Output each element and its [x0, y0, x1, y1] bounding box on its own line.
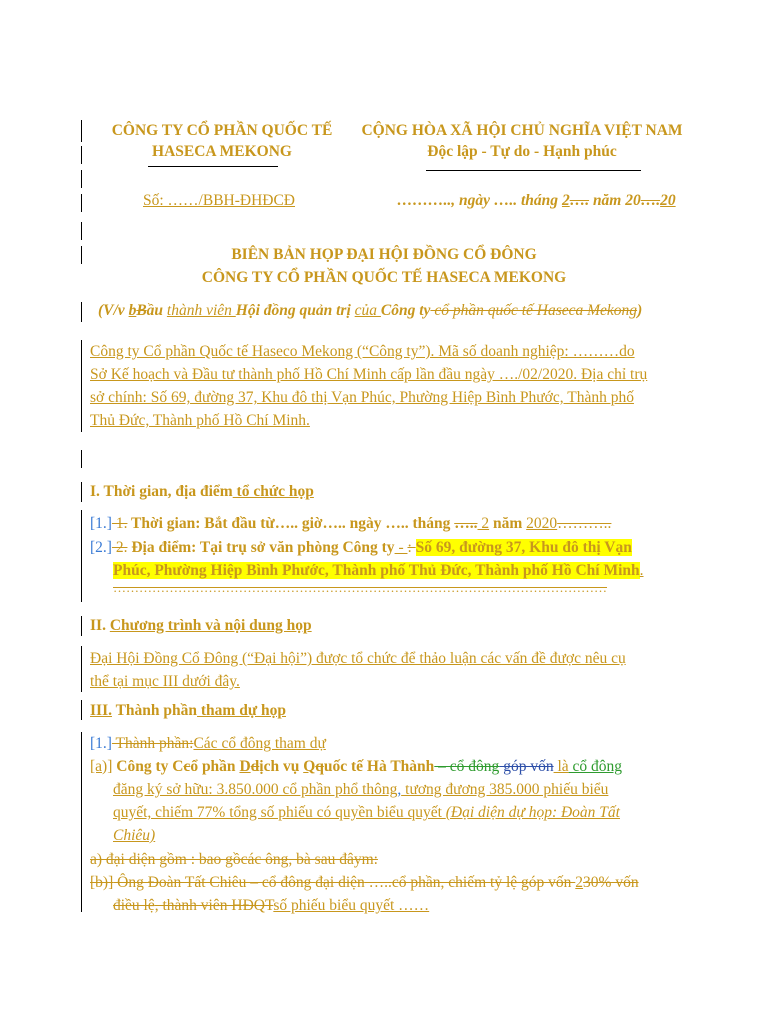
item-line [113, 778, 678, 801]
date-deleted: …. [569, 192, 590, 209]
inserted-text: 2020 [526, 515, 558, 532]
change-bar [81, 646, 82, 692]
inserted-text: 2 [477, 515, 490, 532]
heading-insert: Chương trình và nội dung họp [109, 617, 312, 634]
deleted-text: – cổ đông [434, 758, 500, 775]
deleted-text: 2. [111, 539, 128, 556]
section-3-item-a [90, 755, 622, 778]
item-text: Thời gian: Bắt đầu từ….. giờ….. ngày ….. tháng [127, 515, 455, 532]
change-bar [81, 450, 82, 468]
deleted-text: đại diện [315, 874, 365, 891]
intro-line: Sở Kế hoạch và Đầu tư thành phố Hồ Chí Minh cấp lần đầu ngày …./02/2020. Địa chỉ trụ [90, 366, 648, 383]
change-bar [81, 510, 82, 602]
inserted-text: Các cổ đông tham dự [193, 735, 326, 752]
item-text: tương đương 385.000 phiếu biểu [401, 781, 609, 798]
list-number: [a)] [90, 758, 113, 775]
deleted-text: q [315, 758, 324, 775]
section-2-heading [90, 617, 312, 635]
inserted-text: , [397, 781, 402, 798]
item-text: quyết, chiếm 77% tổng số phiếu có quyền biểu quyết [113, 804, 446, 821]
inserted-text: 2 [575, 874, 584, 891]
deleted-text: ….. [364, 874, 392, 891]
deleted-text: Ông Đoàn Tất Chiêu – cổ đông [113, 874, 316, 891]
section-2-paragraph [90, 647, 680, 693]
deleted-text: : [407, 539, 416, 556]
document-subject [98, 302, 642, 320]
section-3-item-a-cont [113, 778, 678, 847]
deleted-text: góp vốn [499, 758, 554, 775]
change-bar [81, 616, 82, 636]
section-1-item-1 [90, 512, 611, 535]
company-name-line2: HASECA MEKONG [152, 143, 292, 160]
item-text: Công ty C [112, 758, 184, 775]
subject-deleted: cổ phần quốc tế Haseca Mekong [430, 302, 638, 319]
heading-text: II. [90, 617, 110, 634]
change-bar [81, 194, 82, 212]
deleted-text: điều lệ [113, 897, 155, 914]
company-name-line1: CÔNG TY CỔ PHẦN QUỐC TẾ [111, 122, 333, 139]
deleted-text: 1. [111, 515, 128, 532]
title-line2: CÔNG TY CỔ PHẦN QUỐC TẾ HASECA MEKONG [201, 269, 567, 286]
deleted-text: cổ phần, chiếm tỷ lệ góp vốn [391, 874, 576, 891]
section-3-item-b-cont [113, 894, 429, 917]
subject-text: Hội đồng quản trị [235, 302, 355, 319]
nation-name: CỘNG HÒA XÃ HỘI CHỦ NGHĨA VIỆT NAM [361, 122, 683, 139]
deleted-dots: …………………………………………………………………………………………………… [113, 580, 607, 595]
intro-paragraph [90, 340, 680, 432]
change-bar [81, 700, 82, 720]
item-text-italic: (Đại diện dự họp: Đoàn Tất [445, 804, 620, 821]
deleted-line: a) đại diện gồm : bao gồcác ông, bà sau đâym: [90, 851, 378, 868]
list-number: [b)] [90, 874, 114, 891]
inserted-text: - [394, 539, 408, 556]
company-underline [148, 166, 278, 167]
subject-deleted: B [136, 302, 147, 319]
deleted-text: 30% [583, 874, 612, 891]
deleted-text: ….. [454, 515, 478, 532]
title-line1: BIÊN BẢN HỌP ĐẠI HỘI ĐỒNG CỔ ĐÔNG [231, 246, 537, 263]
subject-text: Công ty [380, 302, 431, 319]
item-line: Chiêu) [113, 827, 156, 844]
item-text: năm [489, 515, 527, 532]
list-number: [2.] [90, 539, 112, 556]
change-bar [81, 120, 82, 142]
motto: Độc lập - Tự do - Hạnh phúc [427, 143, 617, 160]
intro-line: Công ty Cổ phần Quốc tế Haseco Mekong (“Công ty”). Mã số doanh nghiệp: ………do [90, 343, 635, 360]
address-highlight: Số 69, đường 37, Khu đô thị Vạn [415, 539, 632, 556]
deleted-text: ……….. [557, 515, 612, 532]
inserted-text: là [553, 758, 569, 775]
deleted-text: vốn [611, 874, 639, 891]
change-bar [81, 302, 82, 322]
change-bar [81, 340, 82, 432]
section-1-item-2 [90, 536, 632, 559]
heading-text: Thành phần [111, 702, 198, 719]
date-month: 2 [561, 192, 570, 209]
paragraph-line: thể tại mục III dưới đây. [90, 673, 240, 690]
deleted-text: c [183, 758, 191, 775]
heading-text: I. Thời gian, địa điểm [90, 483, 233, 500]
section-1-item-2-cont [113, 559, 644, 582]
document-number: Số: ……/BBH-ĐHĐCĐ [143, 192, 296, 209]
subject-text: ầu [146, 302, 167, 319]
paragraph-line: Đại Hội Đồng Cổ Đông (“Đại hội”) được tổ chức để thảo luận các vấn đề được nêu cụ [90, 650, 626, 667]
deleted-text: Thành phần: [111, 735, 194, 752]
inserted-text: Q [303, 758, 316, 775]
item-text: đăng ký sở hữu: 3.850.000 cổ phần phổ thông [113, 781, 398, 798]
document-title [82, 246, 686, 287]
list-number: [1.] [90, 515, 112, 532]
heading-insert: tham dự họp [197, 702, 286, 719]
inserted-text: cổ đông [568, 758, 623, 775]
item-line [113, 801, 678, 824]
subject-text: (V/v [98, 302, 129, 319]
change-bar [81, 170, 82, 188]
date-text: ……….., ngày ….. tháng [397, 192, 562, 209]
date-year: 20 [660, 192, 676, 209]
heading-insert: tổ chức họp [232, 483, 314, 500]
document-date [397, 192, 676, 210]
list-number: [1.] [90, 735, 112, 752]
change-bar [81, 732, 82, 912]
item-text: uốc tế Hà Thành [323, 758, 435, 775]
section-1-heading [90, 483, 314, 501]
deleted-text: , thành viên HĐQT [154, 897, 274, 914]
subject-insert: b [128, 302, 137, 319]
inserted-text: D [239, 758, 251, 775]
item-text: ịch vụ [259, 758, 304, 775]
subject-insert: thành viên [166, 302, 236, 319]
intro-line: sở chính: Số 69, đường 37, Khu đô thị Vạn Phúc, Phường Hiệp Bình Phước, Thành phố [90, 389, 634, 406]
date-year-label: năm 20 [589, 192, 641, 209]
deleted-text: d [250, 758, 260, 775]
subject-insert: của [354, 302, 381, 319]
national-motto [352, 122, 692, 161]
subject-text: ) [637, 302, 643, 319]
company-name [92, 122, 352, 161]
change-bar [81, 146, 82, 164]
item-text: Địa điểm: Tại trụ sở văn phòng Công ty [127, 539, 395, 556]
inserted-text: số phiếu biểu quyết …… [273, 897, 430, 914]
heading-insert: III. [90, 702, 112, 719]
change-bar [81, 222, 82, 240]
address-highlight: Phúc, Phường Hiệp Bình Phước, Thành phố Thủ Đức, Thành phố Hồ Chí Minh [113, 562, 640, 579]
section-3-item-b [90, 871, 639, 894]
date-deleted: …. [640, 192, 661, 209]
section-3-heading [90, 702, 286, 720]
intro-line: Thủ Đức, Thành phố Hồ Chí Minh. [90, 412, 310, 429]
section-3-item-1 [90, 732, 326, 755]
inserted-text: . [639, 562, 644, 579]
change-bar [81, 482, 82, 502]
motto-underline [426, 170, 641, 171]
item-text: ổ phần [190, 758, 240, 775]
